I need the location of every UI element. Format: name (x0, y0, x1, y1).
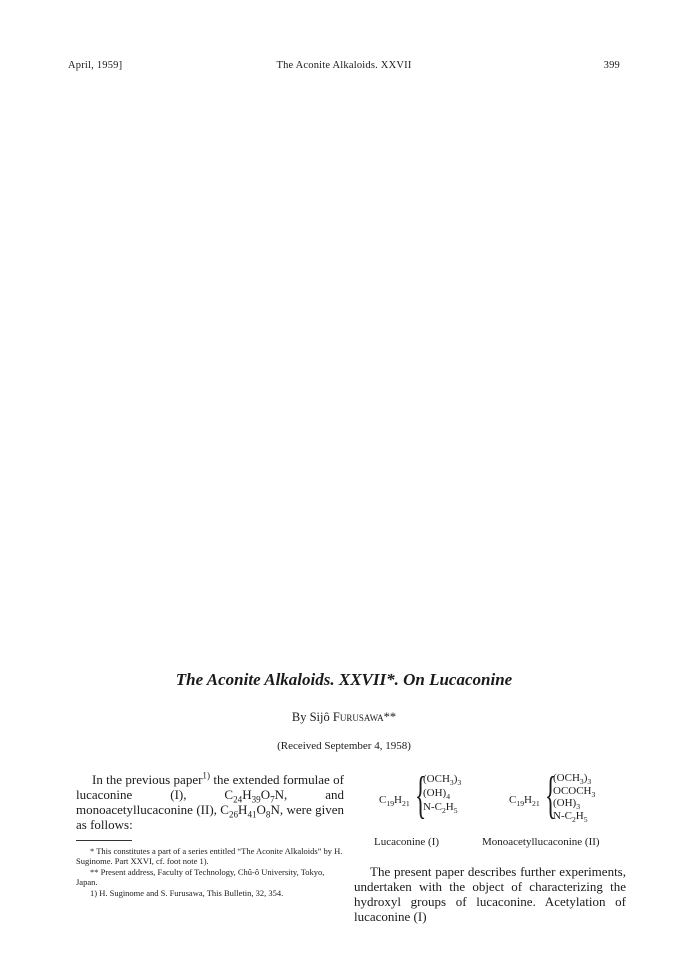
footnote-3: 1) H. Suginome and S. Furusawa, This Bulletin, 32, 354. (90, 888, 284, 898)
formula2-group: $N-C_2H_5$ (553, 809, 588, 824)
caption-lucaconine: Lucaconine (I) (374, 836, 440, 848)
formula-block (354, 767, 626, 832)
right-column (354, 767, 626, 924)
article-title: The Aconite Alkaloids. XXVII*. On Lucaconine (175, 670, 513, 689)
formula1-base: $C_{19}H_{21}$ (379, 794, 410, 809)
formula2-base: $C_{19}H_{21}$ (509, 794, 540, 809)
formula1-o: O (260, 787, 271, 802)
footnote-ref: 1) (202, 770, 210, 781)
paragraph-2 (354, 864, 626, 924)
intro-text-c: N, and monoacetyllucaconine (II), C (76, 787, 344, 817)
author-prefix: By Sijô (291, 710, 333, 724)
formula1-sub3: 7 (270, 794, 275, 805)
header-date: April, 1959] (68, 60, 123, 71)
formula2-sub1: 26 (228, 809, 239, 820)
left-column (76, 772, 344, 899)
author-surname: Furusawa (332, 710, 384, 724)
intro-paragraph (76, 772, 344, 832)
formula2-groups (553, 772, 595, 822)
formula2-h: H (238, 802, 248, 817)
received-date: (Received September 4, 1958) (277, 740, 411, 752)
formula1-sub1: 24 (233, 794, 243, 805)
formula2-sub2: 41 (247, 809, 257, 820)
formula-captions (354, 832, 626, 854)
author-marks: ** (383, 710, 397, 724)
intro-text-b: the extended formulae of lucaconine (I), C (76, 772, 344, 802)
formula2-group: $OCOCH_3$ (553, 784, 596, 799)
running-title: The Aconite Alkaloids. XXVII (276, 60, 412, 71)
formula1-h: H (242, 787, 252, 802)
formula1-sub2: 39 (251, 794, 261, 805)
formula2-group: $(OH)_3$ (553, 797, 581, 812)
formula1-group: $(OCH_3)_3$ (423, 773, 462, 788)
page-number: 399 (603, 60, 620, 71)
brace-icon: { (415, 767, 427, 824)
footnote-1: * This constitutes a part of a series entitled “The Aconite Alkaloids” by H. Suginome. Part XXVI, cf. foot note 1). (76, 846, 343, 866)
formula2-sub3: 8 (265, 809, 271, 820)
formula2-group: $(OCH_3)_3$ (553, 772, 592, 787)
formula1-group: $N-C_2H_5$ (423, 801, 458, 816)
formula1-group: $(OH)_4$ (423, 787, 451, 802)
footnote-rule (76, 840, 132, 841)
footnote-2: ** Present address, Faculty of Technology, Chû-ô University, Tokyo, Japan. (76, 867, 325, 887)
brace-icon: { (545, 767, 557, 824)
author-line (0, 710, 688, 725)
formula2-o: O (256, 802, 266, 817)
formula1-groups (423, 772, 461, 814)
intro-text-d: N, were given as follows: (76, 802, 345, 832)
paragraph-2-text: The present paper describes further experiments, undertaken with the object of characterizing the hydroxyl groups of lucaconine. Acetylation of lucaconine (I) (354, 864, 626, 924)
caption-monoacetyllucaconine: Monoacetyllucaconine (II) (482, 836, 600, 848)
intro-text-a: In the previous paper (92, 772, 203, 787)
